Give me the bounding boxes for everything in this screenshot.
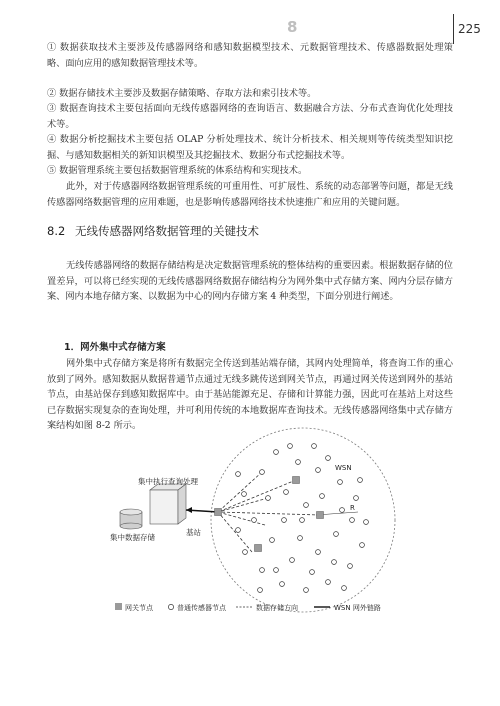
r-label: R: [350, 504, 355, 512]
database-icon: [120, 509, 142, 529]
legend-link-label: WSN 网外链路: [334, 604, 381, 612]
legend-gateway-swatch: [115, 603, 122, 610]
wsn-label: WSN: [335, 464, 352, 472]
sensor-node: [332, 560, 337, 565]
sensor-node: [290, 558, 295, 563]
sensor-node: [260, 568, 265, 573]
legend-normal-label: 普通传感器节点: [177, 604, 226, 612]
sensor-node: [364, 520, 369, 525]
legend-direction-label: 数据存储方向: [256, 604, 298, 612]
sensor-node: [274, 568, 279, 573]
sensor-node: [243, 550, 248, 555]
list-item-1: ① 数据获取技术主要涉及传感器网络和感知数据模型技术、元数据管理技术、传感器数据处理策略、面向应用的感知数据管理技术等。: [47, 42, 453, 69]
sensor-node: [338, 480, 343, 485]
section-title: 无线传感器网络数据管理的关键技术: [75, 224, 259, 238]
data-direction-arrow: [218, 472, 262, 512]
sensor-node: [316, 468, 321, 473]
sensor-node: [304, 588, 309, 593]
sensor-node: [282, 518, 287, 523]
sensor-node: [304, 503, 309, 508]
sensor-node: [342, 586, 347, 591]
sensor-node: [296, 460, 301, 465]
paragraph-closing: 此外，对于传感器网络数据管理系统的可重用性、可扩展性、系统的动态部署等问题，都是无线传感器网络数据管理的应用难题，也是影响传感器网络技术快速推广和应用的关键问题。: [47, 181, 453, 208]
sensor-node: [316, 550, 321, 555]
sensor-node: [310, 570, 315, 575]
data-direction-arrow: [218, 512, 252, 552]
sensor-node: [266, 496, 271, 501]
chapter-number: 8: [287, 18, 298, 36]
sensor-node: [260, 470, 265, 475]
sensor-node: [350, 518, 355, 523]
sensor-node: [252, 518, 257, 523]
sensor-node: [284, 490, 289, 495]
sensor-node: [236, 528, 241, 533]
sensor-node: [288, 444, 293, 449]
sensor-node: [312, 444, 317, 449]
gateway-node: [215, 509, 222, 516]
section-intro: 无线传感器网络的数据存储结构是决定数据管理系统的整体结构的重要因素。根据数据存储的位置差异，可以将已经实现的无线传感器网络数据存储结构分为网外集中式存储方案、网内分层存储方案、网内本地存储方案、以数据为中心的网内存储方案 4 种类型，下面分别进行阐述。: [47, 260, 453, 302]
query-label: 集中执行查询处理: [138, 477, 198, 486]
sensor-node: [326, 580, 331, 585]
page-number: 225: [458, 22, 481, 36]
sensor-node: [300, 518, 305, 523]
sensor-node: [354, 496, 359, 501]
subsection-text: 网外集中式存储方案是将所有数据完全传送到基站端存储，其网内处理简单，将查询工作的重心放到了网外。感知数据从数据普通节点通过无线多跳传送到网关节点，再通过网关传送到网外的基站节点，由基站保存到感知数据库中。由于基站能源充足、存储和计算能力强，因此可在基站上对这些已存数据实现复杂的查询处理，并可利用传统的本地数据库查询技术。无线传感器网络集中式存储方案结构如图 8-2 所示。: [47, 358, 453, 431]
legend-gateway-label: 网关节点: [125, 604, 153, 612]
sensor-node: [274, 450, 279, 455]
section-number: 8.2: [47, 224, 66, 238]
sensor-node: [270, 538, 275, 543]
sensor-node: [242, 492, 247, 497]
base-label: 基站: [186, 528, 201, 537]
legend: [115, 603, 381, 612]
data-direction-arrow: [218, 498, 268, 512]
legend-normal-swatch: [168, 604, 173, 609]
sensor-node: [236, 472, 241, 477]
gateway-node: [255, 545, 262, 552]
sensor-node: [326, 456, 331, 461]
list-item-3: ③ 数据查询技术主要包括面向无线传感器网络的查询语言、数据融合方法、分布式查询优化处理技术等。: [47, 103, 453, 130]
sensor-node: [320, 494, 325, 499]
data-direction-arrow: [218, 480, 296, 512]
sensor-node: [334, 532, 339, 537]
gateway-node: [317, 512, 324, 519]
base-station: [150, 484, 186, 524]
sensor-node: [360, 543, 365, 548]
gateway-node: [293, 477, 300, 484]
sensor-node: [348, 564, 353, 569]
list-item-4: ④ 数据分析挖掘技术主要包括 OLAP 分析处理技术、统计分析技术、相关规则等传统类型知识挖掘、与感知数据相关的新知识模型及其挖掘技术、数据分布式挖掘技术等。: [47, 134, 453, 161]
list-item-2: ② 数据存储技术主要涉及数据存储策略、存取方法和索引技术等。: [47, 88, 317, 99]
data-direction-arrow: [218, 512, 320, 515]
list-item-5: ⑤ 数据管理系统主要包括数据管理系统的体系结构和实现技术。: [47, 165, 308, 176]
data-direction-arrow: [218, 512, 265, 525]
sensor-node: [258, 588, 263, 593]
sensor-node: [298, 536, 303, 541]
sensor-node: [340, 508, 345, 513]
sensor-node: [358, 478, 363, 483]
storage-label: 集中数据存储: [110, 533, 155, 542]
subsection-heading: 1．网外集中式存储方案: [64, 342, 166, 353]
sensor-node: [280, 582, 285, 587]
